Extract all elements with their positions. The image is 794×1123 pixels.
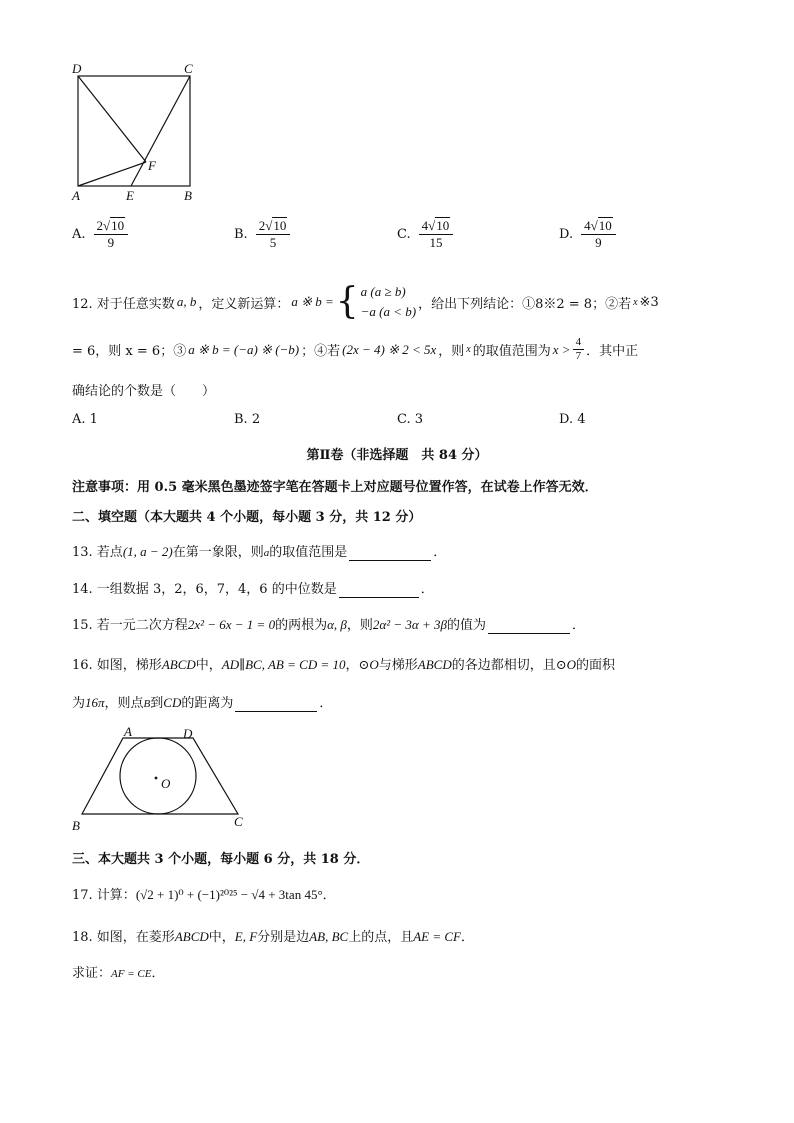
q12-line-2: = 6，则 x = 6；③ a ※ b = (−a) ※ (−b) ；④若 (2x − 4) ※ 2 < 5x ，则 x 的取值范围为 x > $\frac{4}{7}$ ．其中正 <box>72 336 639 362</box>
q11-option-b[interactable]: B. $\frac{2√10}{5}$ <box>234 218 290 251</box>
label-a: A <box>124 724 132 739</box>
label-c: C <box>184 61 193 76</box>
q11-option-a-value: $\frac{2√10}{9}$ <box>94 218 129 251</box>
q11-option-b-value: $\frac{2√10}{5}$ <box>256 218 291 251</box>
center-dot <box>155 777 158 780</box>
label-d: D <box>72 61 82 76</box>
part2-title: 第Ⅱ卷（非选择题 共 84 分） <box>306 448 488 463</box>
q13-answer-blank[interactable] <box>349 545 431 561</box>
q12-option-d[interactable]: D. 4 <box>559 412 586 427</box>
label-d: D <box>183 726 193 741</box>
q15: 15. 若一元二次方程2x² − 6x − 1 = 0的两根为α, β，则2α² − 3α + 3β的值为 ． <box>72 617 586 633</box>
segment-af <box>78 162 146 186</box>
square-figure <box>68 60 208 206</box>
label-a: A <box>72 188 80 203</box>
q11-option-c-value: $\frac{4√10}{15}$ <box>419 218 454 251</box>
q11-option-d-value: $\frac{4√10}{9}$ <box>581 218 616 251</box>
q12-line-1: 12. 对于任意实数 a, b ，定义新运算： a ※ b = { a (a ≥ b) −a (a < b) ，给出下列结论：①8※2 = 8；②若 x ※3 <box>72 281 659 322</box>
q12-fraction: $\frac{4}{7}$ <box>573 336 585 363</box>
q11-options <box>72 218 732 258</box>
left-brace-icon: { <box>335 281 359 322</box>
label-b: B <box>184 188 192 203</box>
q18: 18. 如图，在菱形ABCD中，E, F分别是边AB, BC上的点，且AE = CF． <box>72 929 474 945</box>
q13: 13. 若点(1, a − 2)在第一象限，则a的取值范围是 ． <box>72 544 447 560</box>
q12-option-a[interactable]: A. 1 <box>72 412 98 427</box>
q18-prove: 求证：AF = CE． <box>72 966 165 981</box>
label-o: O <box>161 776 171 791</box>
q11-option-a[interactable]: A. $\frac{2√10}{9}$ <box>72 218 128 251</box>
square-abcd <box>78 76 190 186</box>
trapezoid-abcd <box>82 738 238 814</box>
q11-option-d[interactable]: D. $\frac{4√10}{9}$ <box>559 218 616 251</box>
segment-ce <box>131 76 190 186</box>
label-f: F <box>148 158 156 173</box>
q14: 14. 一组数据 3，2，6，7，4，6 的中位数是 ． <box>72 582 434 597</box>
q15-answer-blank[interactable] <box>488 618 570 634</box>
label-b: B <box>72 818 80 833</box>
segment-df <box>78 76 146 162</box>
q16-answer-blank[interactable] <box>235 696 317 712</box>
inscribed-circle <box>120 738 196 814</box>
q12-piecewise: a (a ≥ b) −a (a < b) <box>360 284 417 319</box>
q11-option-c[interactable]: C. $\frac{4√10}{15}$ <box>397 218 453 251</box>
section2-heading: 二、填空题（本大题共 4 个小题，每小题 3 分，共 12 分） <box>72 510 422 525</box>
q16-line-1: 16. 如图，梯形ABCD中，AD∥BC, AB = CD = 10，⊙O与梯形ABCD的各边都相切，且⊙O的面积 <box>72 657 616 673</box>
notice: 注意事项：用 0.5 毫米黑色墨迹签字笔在答题卡上对应题号位置作答，在试卷上作答无效． <box>72 480 598 495</box>
q12-option-c[interactable]: C. 3 <box>397 412 424 427</box>
q16-line-2: 为16π，则点B到CD的距离为 ． <box>72 695 333 711</box>
label-c: C <box>234 814 243 829</box>
trapezoid-figure <box>68 722 258 834</box>
label-e: E <box>126 188 134 203</box>
q12-line-3: 确结论的个数是（ ） <box>72 384 216 399</box>
q14-answer-blank[interactable] <box>339 582 419 598</box>
q17: 17. 计算：(√2 + 1)⁰ + (−1)²⁰²⁵ − √4 + 3tan 45°． <box>72 887 336 903</box>
section3-heading: 三、本大题共 3 个小题，每小题 6 分，共 18 分． <box>72 852 370 867</box>
q12-option-b[interactable]: B. 2 <box>234 412 261 427</box>
